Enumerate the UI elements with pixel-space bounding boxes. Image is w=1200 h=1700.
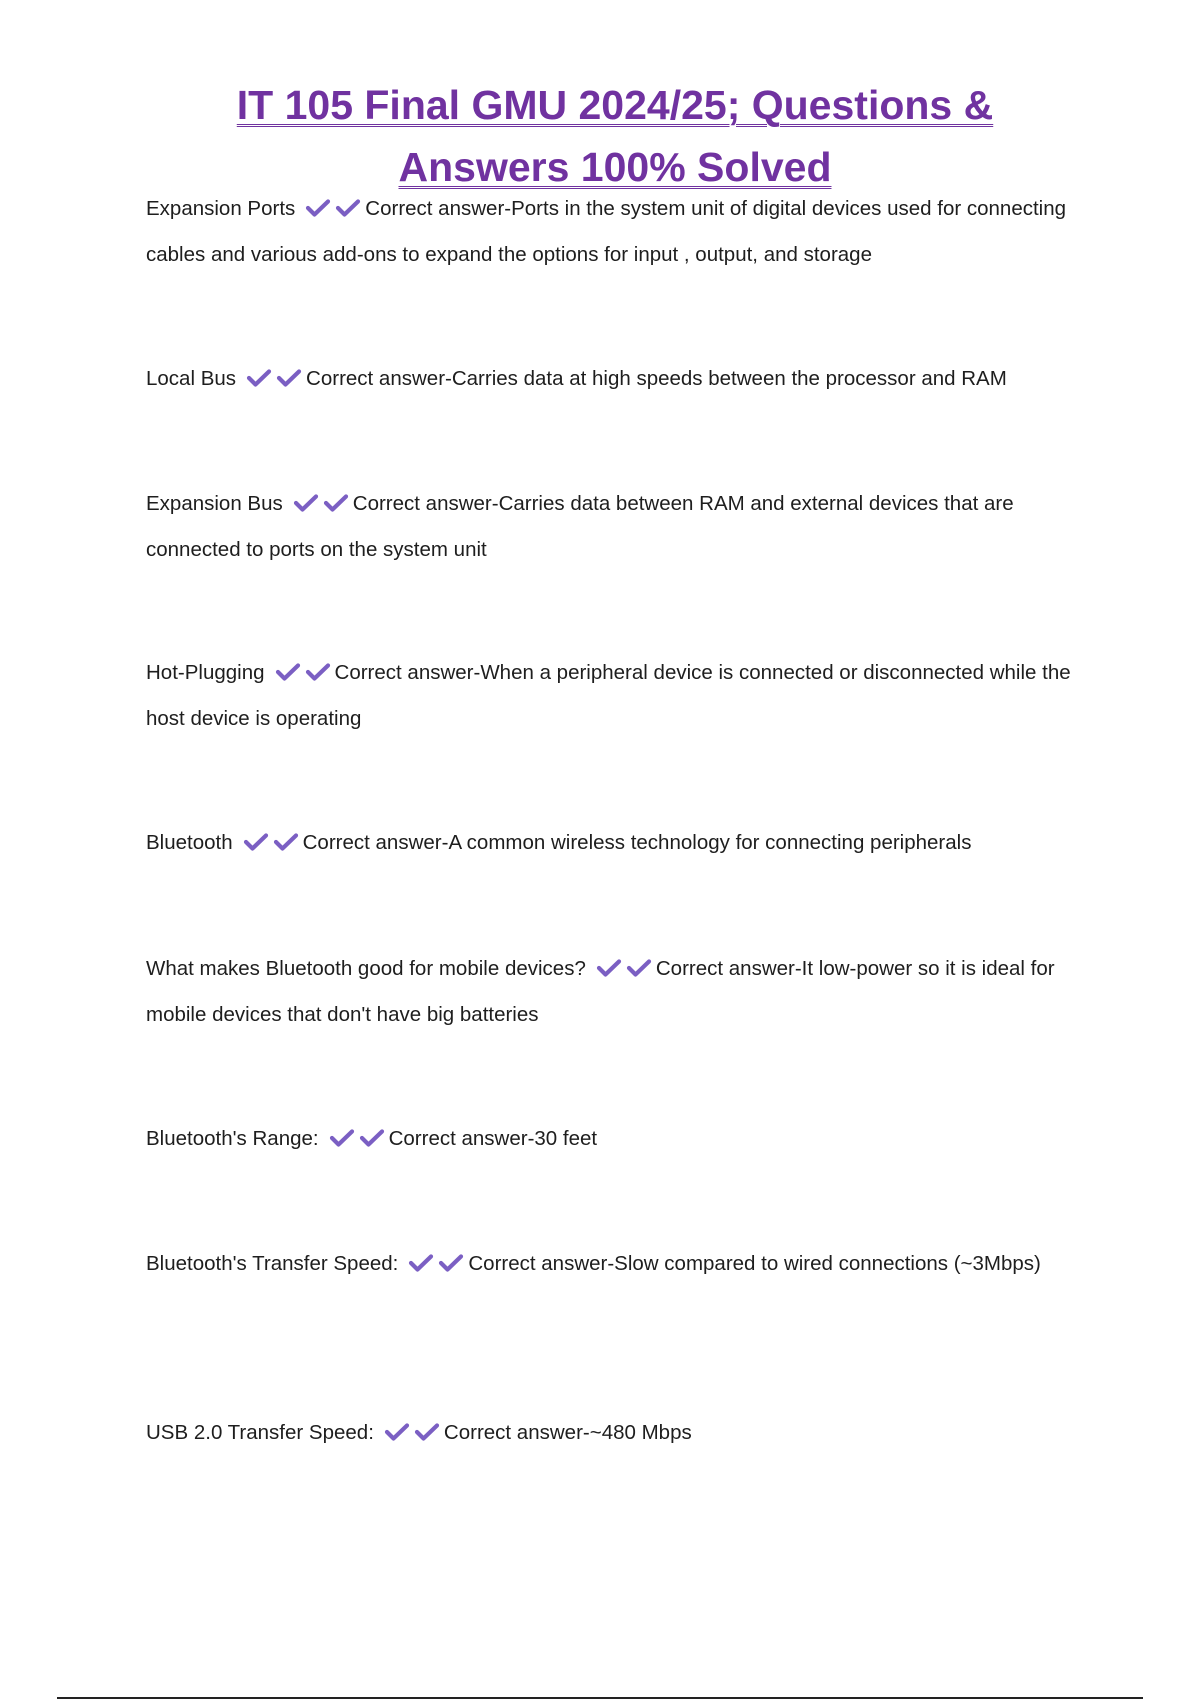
double-check-icon xyxy=(242,367,302,390)
document-title xyxy=(145,74,1085,198)
entry-term: USB 2.0 Transfer Speed: xyxy=(146,1421,374,1444)
qa-entry-expansion-ports xyxy=(146,186,1076,278)
qa-entry-bluetooth-range xyxy=(146,1116,1076,1162)
qa-entry-bluetooth-mobile xyxy=(146,946,1076,1038)
entry-term: Bluetooth xyxy=(146,831,233,854)
entry-answer: Ports in the system unit of digital devices used for connecting cables and various add-ons to expand the options for input , output, and storage xyxy=(146,197,1067,266)
entry-term: Bluetooth's Range: xyxy=(146,1127,319,1150)
entry-answer: 30 feet xyxy=(534,1127,598,1150)
answer-prefix: Correct answer- xyxy=(365,197,512,220)
qa-entry-expansion-bus xyxy=(146,481,1076,573)
title-line-2: Answers 100% Solved xyxy=(398,144,832,190)
qa-entry-bluetooth-transfer-speed xyxy=(146,1241,1076,1287)
double-check-icon xyxy=(239,831,299,854)
entry-answer: When a peripheral device is connected or disconnected while the host device is operating xyxy=(146,661,1071,730)
entry-answer: A common wireless technology for connecting peripherals xyxy=(448,831,972,854)
double-check-icon xyxy=(404,1252,464,1275)
entry-answer: ~480 Mbps xyxy=(589,1421,692,1444)
entry-term: Hot-Plugging xyxy=(146,661,265,684)
answer-prefix: Correct answer- xyxy=(388,1127,535,1150)
entry-term: What makes Bluetooth good for mobile devices? xyxy=(146,957,586,980)
answer-prefix: Correct answer- xyxy=(655,957,802,980)
answer-prefix: Correct answer- xyxy=(334,661,481,684)
qa-entry-usb-transfer-speed xyxy=(146,1410,1076,1456)
entry-term: Expansion Bus xyxy=(146,492,283,515)
qa-entry-hot-plugging xyxy=(146,650,1076,742)
answer-prefix: Correct answer- xyxy=(352,492,499,515)
double-check-icon xyxy=(592,957,652,980)
double-check-icon xyxy=(325,1127,385,1150)
entry-answer: It low-power so it is ideal for mobile devices that don't have big batteries xyxy=(146,957,1055,1026)
qa-entry-bluetooth xyxy=(146,820,1076,866)
answer-prefix: Correct answer- xyxy=(468,1252,615,1275)
title-line-1: IT 105 Final GMU 2024/25; Questions & xyxy=(236,82,994,128)
entry-answer: Carries data at high speeds between the processor and RAM xyxy=(451,367,1007,390)
entry-term: Expansion Ports xyxy=(146,197,296,220)
answer-prefix: Correct answer- xyxy=(306,367,452,390)
double-check-icon xyxy=(301,197,361,220)
answer-prefix: Correct answer- xyxy=(443,1421,590,1444)
qa-entry-local-bus xyxy=(146,356,1076,402)
double-check-icon xyxy=(380,1421,440,1444)
page-bottom-rule xyxy=(57,1697,1143,1699)
entry-answer: Slow compared to wired connections (~3Mbps) xyxy=(614,1252,1041,1275)
answer-prefix: Correct answer- xyxy=(302,831,449,854)
entry-term: Bluetooth's Transfer Speed: xyxy=(146,1252,399,1275)
double-check-icon xyxy=(289,492,349,515)
entry-answer: Carries data between RAM and external devices that are connected to ports on the system unit xyxy=(146,492,1014,561)
entry-term: Local Bus xyxy=(146,367,237,390)
double-check-icon xyxy=(271,661,331,684)
